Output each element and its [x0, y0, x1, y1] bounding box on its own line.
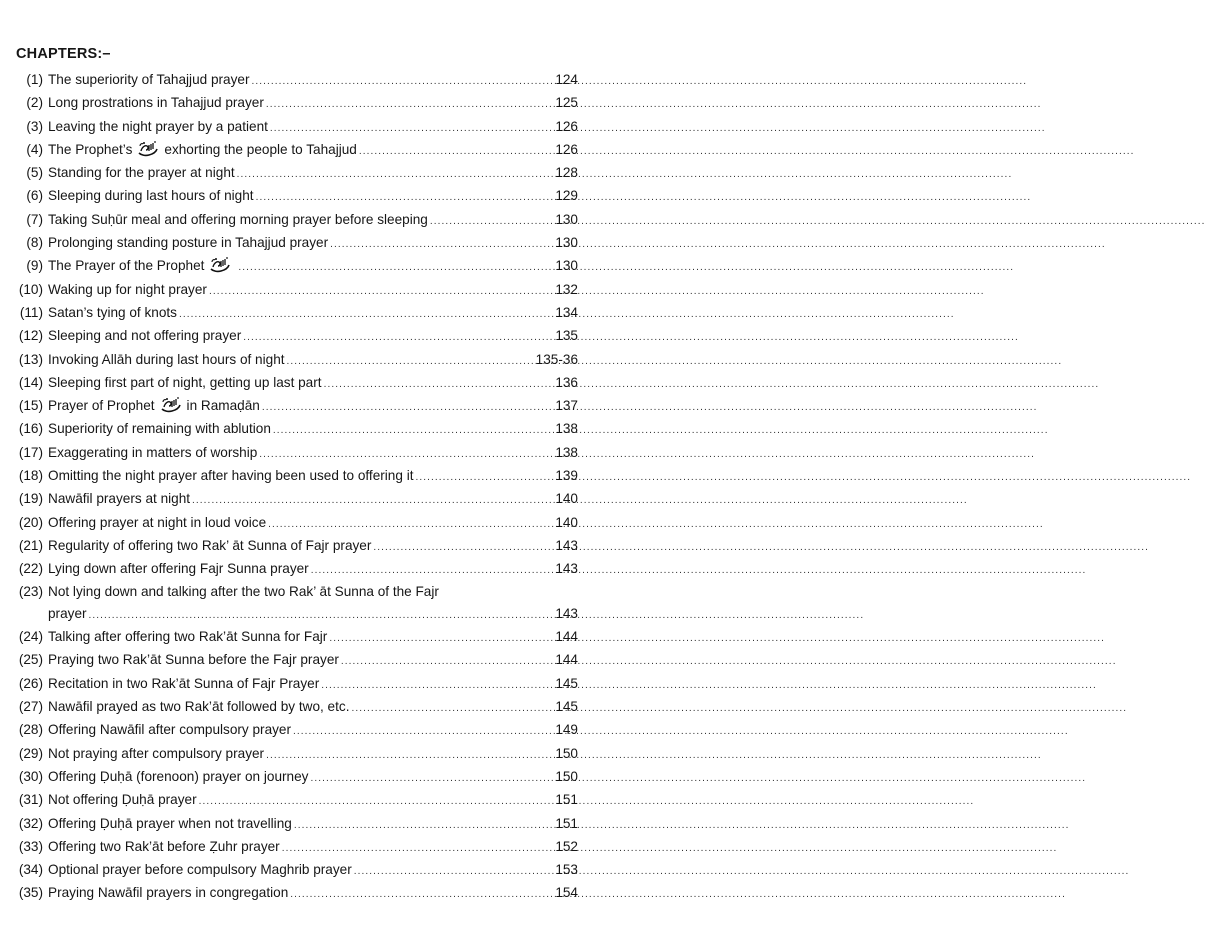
- chapter-entry: [10, 835, 578, 858]
- chapter-number: (14): [18, 374, 43, 390]
- chapter-entry: [10, 534, 578, 557]
- chapter-page: 143: [555, 537, 578, 553]
- chapter-entry: [10, 581, 578, 626]
- chapter-entry: [10, 68, 578, 91]
- chapter-number: (7): [26, 211, 43, 227]
- chapter-page: 132: [555, 281, 578, 297]
- chapter-number: (35): [18, 885, 43, 901]
- chapter-page: 130: [555, 258, 578, 274]
- chapter-number: (19): [18, 491, 43, 507]
- chapter-page: 140: [555, 491, 578, 507]
- chapter-number: (24): [18, 629, 43, 645]
- chapter-number: (25): [18, 652, 43, 668]
- chapter-title: Optional prayer before compulsory Maghrib prayer: [48, 862, 352, 878]
- salutation-seal-icon: [160, 396, 182, 414]
- toc-page: [0, 0, 600, 930]
- salutation-seal-icon: [209, 256, 231, 274]
- chapter-number: (30): [18, 768, 43, 784]
- chapter-title: Nawāfil prayers at night: [48, 491, 191, 507]
- chapter-title: The superiority of Tahajjud prayer: [48, 72, 250, 87]
- chapter-title: Not offering Ḍuḥā prayer: [48, 792, 197, 808]
- chapter-title: [48, 138, 357, 161]
- chapter-page: 138: [555, 421, 578, 437]
- chapter-page: 130: [555, 235, 578, 251]
- chapter-entry: [10, 487, 578, 510]
- chapter-entry: [10, 417, 578, 440]
- chapter-title: Lying down after offering Fajr Sunna prayer: [48, 561, 309, 577]
- chapter-page: 144: [555, 629, 578, 645]
- chapter-number: (13): [18, 351, 43, 367]
- chapter-number: (29): [18, 745, 43, 761]
- chapter-number: (22): [18, 561, 43, 577]
- chapter-entry: [10, 718, 578, 741]
- salutation-seal-icon: [137, 140, 159, 158]
- dot-leader: [264, 93, 1042, 116]
- chapter-entry: [10, 138, 578, 161]
- chapter-number: (17): [18, 444, 43, 460]
- chapter-entry: [10, 765, 578, 788]
- chapter-entry: [10, 695, 578, 718]
- dot-leader: [322, 373, 1100, 396]
- dot-leader: [328, 233, 1106, 256]
- chapter-page: 137: [555, 398, 578, 414]
- chapter-title: Talking after offering two Rak’āt Sunna for Fajr: [48, 629, 328, 645]
- dot-leader: [250, 70, 1028, 93]
- dot-leader: [285, 350, 1063, 373]
- chapter-page: 151: [555, 792, 578, 808]
- dot-leader: [266, 513, 1044, 536]
- chapter-number: (1): [26, 72, 43, 87]
- chapter-number: (23): [18, 583, 43, 599]
- chapter-entry: [10, 91, 578, 114]
- chapter-page: 126: [555, 141, 578, 157]
- chapter-entry: [10, 231, 578, 254]
- dot-leader: [291, 720, 1069, 743]
- chapter-title: Satan’s tying of knots: [48, 304, 177, 320]
- chapter-page: 134: [555, 304, 578, 320]
- chapter-title-continued: prayer: [48, 605, 87, 621]
- dot-leader: [308, 767, 1086, 790]
- chapter-title: Sleeping and not offering prayer: [48, 328, 242, 344]
- dot-leader: [197, 790, 975, 813]
- chapter-title-part: Prayer of Prophet: [48, 398, 155, 414]
- chapter-page: 125: [555, 95, 578, 111]
- chapter-entry: [10, 812, 578, 835]
- chapter-entry: [10, 278, 578, 301]
- chapter-title-part: The Prophet’s: [48, 141, 133, 157]
- dot-leader: [207, 280, 985, 303]
- dot-leader: [288, 883, 1066, 906]
- chapter-title: Praying two Rak’āt Sunna before the Fajr prayer: [48, 652, 339, 668]
- dot-leader: [264, 744, 1042, 767]
- chapter-number: (27): [18, 699, 43, 715]
- dot-leader: [254, 186, 1032, 209]
- chapter-entry: [10, 625, 578, 648]
- chapter-title: Offering prayer at night in loud voice: [48, 514, 267, 530]
- dot-leader: [327, 627, 1105, 650]
- chapter-entry: [10, 254, 578, 277]
- chapter-title: Sleeping during last hours of night: [48, 188, 254, 204]
- chapter-number: (18): [18, 468, 43, 484]
- chapter-title: Invoking Allāh during last hours of night: [48, 351, 285, 367]
- chapter-number: (16): [18, 421, 43, 437]
- chapter-entry: [10, 881, 578, 904]
- dot-leader: [349, 697, 1127, 720]
- chapter-title: Standing for the prayer at night: [48, 165, 235, 181]
- dot-leader: [271, 419, 1049, 442]
- chapter-title: Prolonging standing posture in Tahajjud prayer: [48, 235, 329, 251]
- dot-leader: [357, 140, 1135, 163]
- chapter-title: Superiority of remaining with ablution: [48, 421, 271, 437]
- chapter-entry: [10, 301, 578, 324]
- dot-leader: [87, 604, 865, 627]
- dot-leader: [280, 837, 1058, 860]
- chapter-entry: [10, 648, 578, 671]
- dot-leader: [235, 163, 1013, 186]
- chapter-title: Offering two Rak’āt before Ẓuhr prayer: [48, 838, 280, 854]
- chapter-title-part: The Prayer of the Prophet: [48, 258, 205, 274]
- chapter-entry: [10, 394, 578, 417]
- dot-leader: [268, 117, 1046, 140]
- dot-leader: [352, 860, 1130, 883]
- chapter-title: Long prostrations in Tahajjud prayer: [48, 95, 264, 111]
- chapters-heading: CHAPTERS:–: [16, 46, 111, 62]
- chapter-title: [48, 394, 260, 417]
- chapter-entry: [10, 371, 578, 394]
- chapter-entry: [10, 348, 578, 371]
- chapter-page: 135-36: [535, 351, 578, 367]
- chapter-title-part: exhorting the people to Tahajjud: [164, 141, 357, 157]
- chapter-entry: [10, 557, 578, 580]
- chapter-title: Nawāfil prayed as two Rak’āt followed by two, etc.: [48, 699, 350, 715]
- chapter-page: 145: [555, 699, 578, 715]
- chapter-page: 138: [555, 444, 578, 460]
- chapter-number: (20): [18, 514, 43, 530]
- chapter-title: Offering Nawāfil after compulsory prayer: [48, 722, 292, 738]
- chapter-title: Omitting the night prayer after having been used to offering it: [48, 468, 414, 484]
- chapter-entry: [10, 858, 578, 881]
- chapter-entry: [10, 511, 578, 534]
- chapter-page: 130: [555, 211, 578, 227]
- chapter-number: (31): [18, 792, 43, 808]
- dot-leader: [257, 443, 1035, 466]
- chapter-number: (28): [18, 722, 43, 738]
- chapter-page: 129: [555, 188, 578, 204]
- chapter-title: Leaving the night prayer by a patient: [48, 118, 268, 134]
- dot-leader: [319, 674, 1097, 697]
- chapter-number: (11): [19, 304, 43, 320]
- chapter-entry: [10, 788, 578, 811]
- chapter-title: Praying Nawāfil prayers in congregation: [48, 885, 289, 901]
- chapter-page: 143: [555, 561, 578, 577]
- chapter-page: 150: [555, 768, 578, 784]
- dot-leader: [260, 396, 1038, 419]
- chapter-entry: [10, 672, 578, 695]
- chapter-title: Offering Ḍuḥā prayer when not travelling: [48, 815, 292, 831]
- dot-leader: [241, 326, 1019, 349]
- dot-leader: [339, 650, 1117, 673]
- chapter-number: (5): [26, 165, 43, 181]
- chapter-entry: [10, 441, 578, 464]
- chapter-entry: [10, 324, 578, 347]
- chapter-page: 140: [555, 514, 578, 530]
- chapter-entry: [10, 161, 578, 184]
- chapter-page: 150: [555, 745, 578, 761]
- chapter-entry: [10, 184, 578, 207]
- chapter-page: 136: [555, 374, 578, 390]
- chapter-page: 128: [555, 165, 578, 181]
- chapter-number: (4): [26, 141, 43, 157]
- dot-leader: [190, 489, 968, 512]
- chapter-number: (26): [18, 675, 43, 691]
- chapter-title: Sleeping first part of night, getting up last part: [48, 374, 322, 390]
- chapter-page: 126: [555, 118, 578, 134]
- chapter-list: [10, 68, 578, 905]
- chapter-page: 144: [555, 652, 578, 668]
- chapter-number: (2): [26, 95, 43, 111]
- chapter-page: 124: [555, 72, 578, 87]
- chapter-number: (10): [18, 281, 43, 297]
- chapter-entry: [10, 464, 578, 487]
- chapter-page: 152: [555, 838, 578, 854]
- chapter-page: 153: [555, 862, 578, 878]
- chapter-page: 149: [555, 722, 578, 738]
- chapter-title: Recitation in two Rak’āt Sunna of Fajr Prayer: [48, 675, 320, 691]
- chapter-title: Not lying down and talking after the two Rak’ āt Sunna of the Fajr: [48, 583, 439, 599]
- chapter-number: (3): [26, 118, 43, 134]
- chapter-number: (12): [18, 328, 43, 344]
- chapter-page: 154: [555, 885, 578, 901]
- chapter-entry: [10, 115, 578, 138]
- chapter-title: Taking Suḥūr meal and offering morning prayer before sleeping: [48, 211, 428, 227]
- chapter-number: (21): [18, 537, 43, 553]
- chapter-title: Offering Ḍuḥā (forenoon) prayer on journey: [48, 768, 309, 784]
- chapter-page: 135: [555, 328, 578, 344]
- chapter-number: (9): [26, 258, 43, 274]
- chapter-page: 139: [555, 468, 578, 484]
- chapter-number: (8): [26, 235, 43, 251]
- chapter-title: Waking up for night prayer: [48, 281, 207, 297]
- chapter-title: Not praying after compulsory prayer: [48, 745, 265, 761]
- chapter-title-part: in Ramaḍān: [186, 398, 260, 414]
- dot-leader: [309, 559, 1087, 582]
- chapter-title: [48, 254, 236, 277]
- dot-leader: [292, 814, 1070, 837]
- chapter-title: Regularity of offering two Rak’ āt Sunna of Fajr prayer: [48, 537, 372, 553]
- chapter-page: 145: [555, 675, 578, 691]
- chapter-number: (32): [18, 815, 43, 831]
- dot-leader: [371, 536, 1149, 559]
- chapter-number: (15): [18, 398, 43, 414]
- dot-leader: [236, 256, 1014, 279]
- chapter-number: (33): [18, 838, 43, 854]
- chapter-entry: [10, 208, 578, 231]
- chapter-page: 143: [555, 605, 578, 621]
- chapter-title: Exaggerating in matters of worship: [48, 444, 258, 460]
- chapter-number: (6): [26, 188, 43, 204]
- chapter-entry: [10, 742, 578, 765]
- chapter-number: (34): [18, 862, 43, 878]
- chapter-page: 151: [555, 815, 578, 831]
